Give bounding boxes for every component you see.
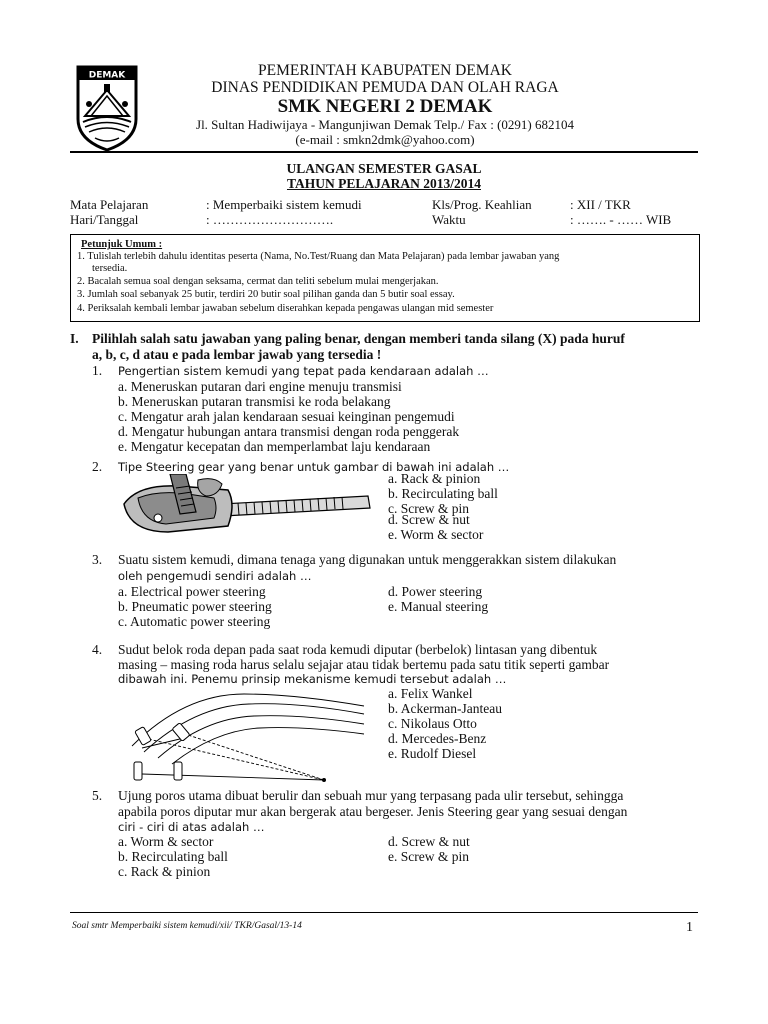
header-line1: PEMERINTAH KABUPATEN DEMAK	[258, 62, 512, 79]
waktu-label: Waktu	[432, 212, 466, 227]
logo-text: DEMAK	[88, 70, 126, 81]
waktu-value: : ……. - …… WIB	[570, 212, 672, 227]
option: e. Worm & sector	[388, 527, 484, 542]
instruction-item: 3. Jumlah soal sebanyak 25 butir, terdiri 20 butir soal pilihan ganda dan 5 butir soal essay.	[77, 289, 455, 300]
question-text: Ujung poros utama dibuat berulir dan sebuah mur yang terpasang pada ulir tersebut, sehingga	[118, 788, 624, 803]
option: c. Nikolaus Otto	[388, 716, 477, 731]
question-number: 1.	[92, 363, 103, 378]
instruction-item: 1. Tulislah terlebih dahulu identitas peserta (Nama, No.Test/Ruang dan Mata Pelajaran) pada lembar jawaban yang	[77, 251, 560, 262]
section-instruction-cont: a, b, c, d atau e pada lembar jawab yang tersedia !	[92, 347, 382, 362]
school-address: Jl. Sultan Hadiwijaya - Mangunjiwan Demak Telp./ Fax : (0291) 682104	[196, 117, 574, 132]
footer-text: Soal smtr Memperbaiki sistem kemudi/xii/ TKR/Gasal/13-14	[72, 921, 302, 931]
school-logo	[75, 64, 139, 152]
question-number: 4.	[92, 642, 103, 657]
exam-title: ULANGAN SEMESTER GASAL	[286, 161, 482, 176]
question-text-cont: apabila poros diputar mur akan bergerak atau bergeser. Jenis Steering gear yang sesuai dengan	[118, 804, 628, 819]
option: c. Mengatur arah jalan kendaraan sesuai keinginan pengemudi	[118, 409, 455, 424]
option: b. Recirculating ball	[118, 849, 228, 864]
instruction-item: 2. Bacalah semua soal dengan seksama, cermat dan teliti sebelum mulai mengerjakan.	[77, 276, 439, 287]
question-text: Suatu sistem kemudi, dimana tenaga yang digunakan untuk menggerakkan sistem dilakukan	[118, 552, 617, 567]
question-text: Sudut belok roda depan pada saat roda kemudi diputar (berbelok) lintasan yang dibentuk	[118, 642, 598, 657]
page-number: 1	[686, 920, 693, 935]
option: a. Rack & pinion	[388, 471, 481, 486]
question-text: Tipe Steering gear yang benar untuk gambar di bawah ini adalah …	[118, 460, 510, 474]
hari-value: : ……………………….	[206, 212, 334, 227]
question-text-cont: masing – masing roda harus selalu sejajar atau tidak bertemu pada satu titik seperti gambar	[118, 657, 610, 672]
option: d. Screw & nut	[388, 512, 470, 527]
ackermann-diagram	[124, 688, 372, 784]
school-email: (e-mail : smkn2dmk@yahoo.com)	[295, 132, 475, 147]
option: a. Felix Wankel	[388, 686, 473, 701]
option: d. Screw & nut	[388, 834, 470, 849]
option: e. Rudolf Diesel	[388, 746, 477, 761]
header-divider	[70, 151, 698, 153]
option: c. Rack & pinion	[118, 864, 211, 879]
footer-divider	[70, 912, 698, 913]
question-text-cont: dibawah ini. Penemu prinsip mekanisme kemudi tersebut adalah …	[118, 672, 507, 686]
hari-label: Hari/Tanggal	[70, 212, 139, 227]
instructions-title: Petunjuk Umum :	[81, 239, 163, 250]
option: d. Mercedes-Benz	[388, 731, 487, 746]
option: c. Screw & pin	[388, 501, 469, 516]
question-number: 5.	[92, 788, 103, 803]
kelas-label: Kls/Prog. Keahlian	[432, 197, 532, 212]
instruction-item: tersedia.	[92, 263, 128, 274]
school-name: SMK NEGERI 2 DEMAK	[277, 96, 493, 117]
option: d. Power steering	[388, 584, 483, 599]
section-instruction: Pilihlah salah satu jawaban yang paling benar, dengan memberi tanda silang (X) pada huruf	[92, 331, 625, 346]
mapel-value: : Memperbaiki sistem kemudi	[206, 197, 362, 212]
option: a. Worm & sector	[118, 834, 214, 849]
question-number: 2.	[92, 459, 103, 474]
mapel-label: Mata Pelajaran	[70, 197, 149, 212]
option: e. Mengatur kecepatan dan memperlambat laju kendaraan	[118, 439, 431, 454]
option: d. Mengatur hubungan antara transmisi dengan roda penggerak	[118, 424, 460, 439]
option: b. Recirculating ball	[388, 486, 498, 501]
option: b. Pneumatic power steering	[118, 599, 272, 614]
option: a. Meneruskan putaran dari engine menuju transmisi	[118, 379, 402, 394]
question-text-cont: oleh pengemudi sendiri adalah …	[118, 569, 312, 583]
question-number: 3.	[92, 552, 103, 567]
exam-year: TAHUN PELAJARAN 2013/2014	[286, 176, 481, 191]
header-line2: DINAS PENDIDIKAN PEMUDA DAN OLAH RAGA	[211, 79, 559, 96]
option: a. Electrical power steering	[118, 584, 266, 599]
option: b. Ackerman-Janteau	[388, 701, 502, 716]
steering-gear-image	[118, 474, 374, 544]
option: b. Meneruskan putaran transmisi ke roda belakang	[118, 394, 391, 409]
instructions-box	[70, 234, 700, 322]
option: e. Manual steering	[388, 599, 489, 614]
question-text-cont: ciri - ciri di atas adalah …	[118, 820, 265, 834]
option: c. Automatic power steering	[118, 614, 271, 629]
instruction-item: 4. Periksalah kembali lembar jawaban sebelum diserahkan kepada pengawas ulangan mid semester	[77, 303, 494, 314]
section-number: I.	[70, 331, 79, 346]
option: e. Screw & pin	[388, 849, 469, 864]
question-text: Pengertian sistem kemudi yang tepat pada kendaraan adalah …	[118, 364, 489, 378]
kelas-value: : XII / TKR	[570, 197, 631, 212]
